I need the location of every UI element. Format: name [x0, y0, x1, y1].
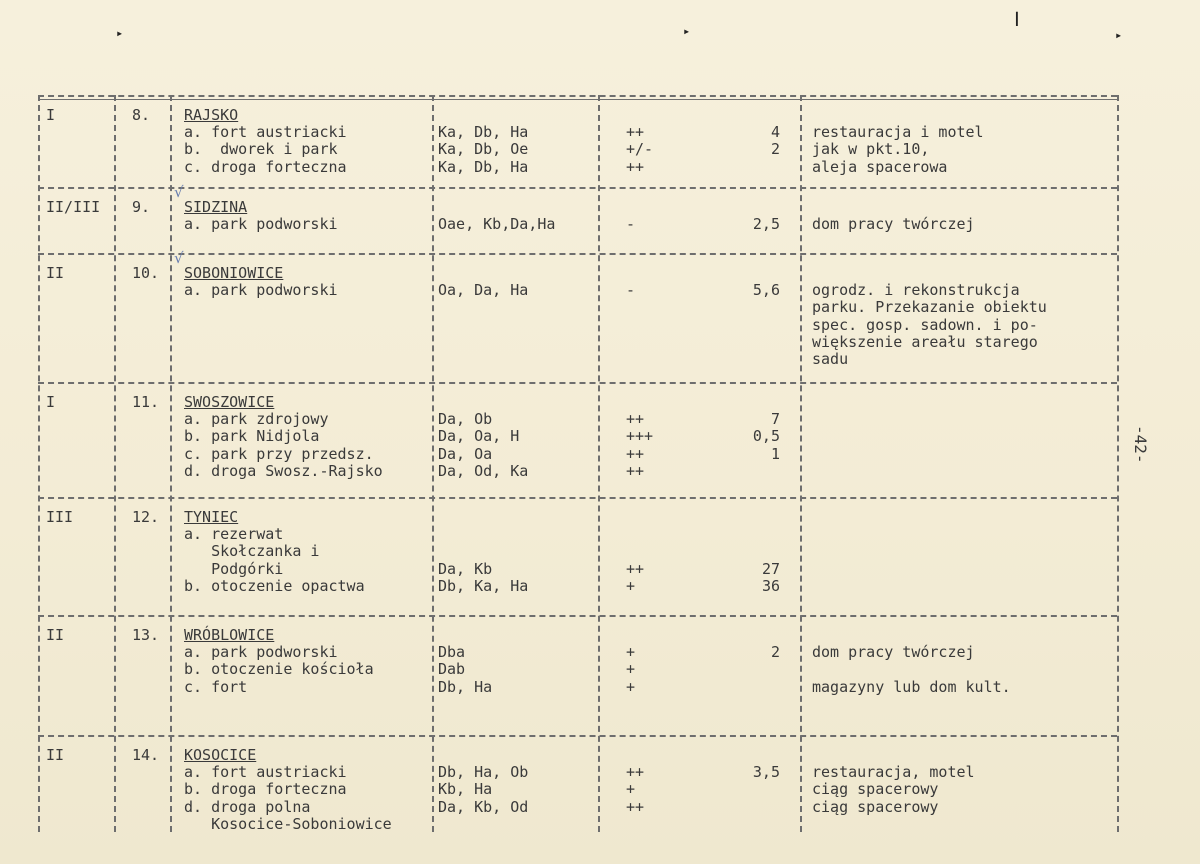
area-value: 2: [770, 643, 780, 662]
object-description: a. fort austriacki: [184, 123, 347, 142]
object-description: b. park Nidjola: [184, 427, 320, 446]
locality-name: WRÓBLOWICE: [184, 626, 275, 644]
object-description: a. park zdrojowy: [184, 410, 329, 429]
object-description: a. park podworski: [184, 215, 338, 234]
corner-mark: ▸: [116, 26, 124, 40]
row-divider: [38, 497, 1117, 499]
row-number: 9.: [132, 198, 151, 216]
row-number: 14.: [132, 746, 160, 764]
object-description: b. otoczenie opactwa: [184, 576, 365, 595]
proposed-use: spec. gosp. sadown. i po-: [812, 315, 1038, 334]
object-description: c. fort: [184, 677, 248, 696]
object-description: a. park podworski: [184, 643, 338, 662]
value-mark: ++: [626, 123, 645, 142]
value-mark: +: [626, 576, 636, 595]
area-value: 36: [761, 576, 780, 595]
area-value: 5,6: [752, 281, 780, 300]
object-description: b. otoczenie kościoła: [184, 660, 374, 679]
classification-code: Ka, Db, Oe: [438, 140, 529, 159]
object-description: Podgórki: [184, 559, 284, 578]
value-mark: ++: [626, 157, 645, 176]
value-mark: +: [626, 780, 636, 799]
value-mark: -: [626, 215, 636, 234]
row-class: I: [46, 393, 56, 411]
check-mark: √: [174, 183, 184, 201]
row-divider: [38, 735, 1117, 737]
column-divider: [1117, 95, 1119, 832]
object-description: c. droga forteczna: [184, 157, 347, 176]
value-mark: +: [626, 643, 636, 662]
proposed-use: dom pracy twórczej: [812, 643, 975, 662]
column-divider: [38, 95, 40, 832]
row-class: II/III: [46, 198, 101, 216]
area-value: 27: [761, 559, 780, 578]
classification-code: Dba: [438, 643, 466, 662]
proposed-use: sadu: [812, 350, 849, 368]
locality-name: SOBONIOWICE: [184, 264, 284, 282]
proposed-use: parku. Przekazanie obiektu: [812, 298, 1047, 317]
object-description: d. droga Swosz.-Rajsko: [184, 461, 383, 480]
row-divider: [38, 253, 1117, 255]
object-description: Skołczanka i: [184, 542, 320, 561]
object-description: b. droga forteczna: [184, 780, 347, 799]
object-description: d. droga polna: [184, 797, 311, 816]
row-class: III: [46, 508, 74, 526]
value-mark: +++: [626, 427, 654, 446]
row-number: 10.: [132, 264, 160, 282]
page-number: -42-: [1131, 425, 1150, 464]
row-class: II: [46, 264, 65, 282]
area-value: 2,5: [752, 215, 780, 234]
row-divider: [38, 615, 1117, 617]
locality-name: SWOSZOWICE: [184, 393, 275, 411]
classification-code: Db, Ka, Ha: [438, 576, 529, 595]
classification-code: Oa, Da, Ha: [438, 281, 529, 300]
area-value: 3,5: [752, 763, 780, 782]
classification-code: Da, Kb: [438, 559, 493, 578]
value-mark: ++: [626, 410, 645, 429]
row-class: II: [46, 626, 65, 644]
value-mark: +: [626, 660, 636, 679]
classification-code: Oae, Kb,Da,Ha: [438, 215, 556, 234]
locality-name: RAJSKO: [184, 106, 239, 124]
object-description: c. park przy przedsz.: [184, 444, 374, 463]
classification-code: Da, Oa, H: [438, 427, 520, 446]
column-divider: [432, 95, 434, 832]
proposed-use: dom pracy twórczej: [812, 215, 975, 234]
corner-mark: ▎: [1016, 12, 1024, 26]
corner-mark: ▸: [1115, 28, 1123, 42]
area-value: 1: [770, 444, 780, 463]
proposed-use: ciąg spacerowy: [812, 797, 939, 816]
classification-code: Da, Ob: [438, 410, 493, 429]
area-value: 7: [770, 410, 780, 429]
column-divider: [598, 95, 600, 832]
classification-code: Db, Ha, Ob: [438, 763, 529, 782]
proposed-use: magazyny lub dom kult.: [812, 677, 1011, 696]
row-divider: [38, 382, 1117, 384]
object-description: a. rezerwat: [184, 525, 284, 544]
area-value: 2: [770, 140, 780, 159]
row-divider: [38, 187, 1117, 189]
proposed-use: większenie areału starego: [812, 332, 1038, 351]
corner-mark: ▸: [683, 24, 691, 38]
classification-code: Da, Oa: [438, 444, 493, 463]
locality-name: TYNIEC: [184, 508, 239, 526]
proposed-use: ciąg spacerowy: [812, 780, 939, 799]
area-value: 0,5: [752, 427, 780, 446]
classification-code: Ka, Db, Ha: [438, 123, 529, 142]
value-mark: ++: [626, 461, 645, 480]
row-class: II: [46, 746, 65, 764]
row-class: I: [46, 106, 56, 124]
locality-name: SIDZINA: [184, 198, 248, 216]
classification-code: Dab: [438, 660, 466, 679]
classification-code: Kb, Ha: [438, 780, 493, 799]
object-description: b. dworek i park: [184, 140, 338, 159]
check-mark: √: [174, 249, 184, 267]
object-description: a. park podworski: [184, 281, 338, 300]
proposed-use: restauracja i motel: [812, 123, 984, 142]
column-divider: [800, 95, 802, 832]
column-divider: [114, 95, 116, 832]
value-mark: +: [626, 677, 636, 696]
value-mark: +/-: [626, 140, 654, 159]
proposed-use: ogrodz. i rekonstrukcja: [812, 281, 1020, 300]
value-mark: ++: [626, 797, 645, 816]
value-mark: -: [626, 281, 636, 300]
proposed-use: aleja spacerowa: [812, 157, 948, 176]
classification-code: Da, Od, Ka: [438, 461, 529, 480]
locality-name: KOSOCICE: [184, 746, 257, 764]
row-number: 12.: [132, 508, 160, 526]
value-mark: ++: [626, 763, 645, 782]
row-number: 13.: [132, 626, 160, 644]
proposed-use: jak w pkt.10,: [812, 140, 930, 159]
classification-code: Ka, Db, Ha: [438, 157, 529, 176]
value-mark: ++: [626, 444, 645, 463]
proposed-use: restauracja, motel: [812, 763, 975, 782]
row-divider: [38, 99, 1117, 100]
object-description: Kosocice-Soboniowice: [184, 814, 392, 833]
value-mark: ++: [626, 559, 645, 578]
row-number: 11.: [132, 393, 160, 411]
row-number: 8.: [132, 106, 151, 124]
area-value: 4: [770, 123, 780, 142]
object-description: a. fort austriacki: [184, 763, 347, 782]
column-divider: [170, 95, 172, 832]
row-divider: [38, 95, 1117, 97]
classification-code: Da, Kb, Od: [438, 797, 529, 816]
classification-code: Db, Ha: [438, 677, 493, 696]
